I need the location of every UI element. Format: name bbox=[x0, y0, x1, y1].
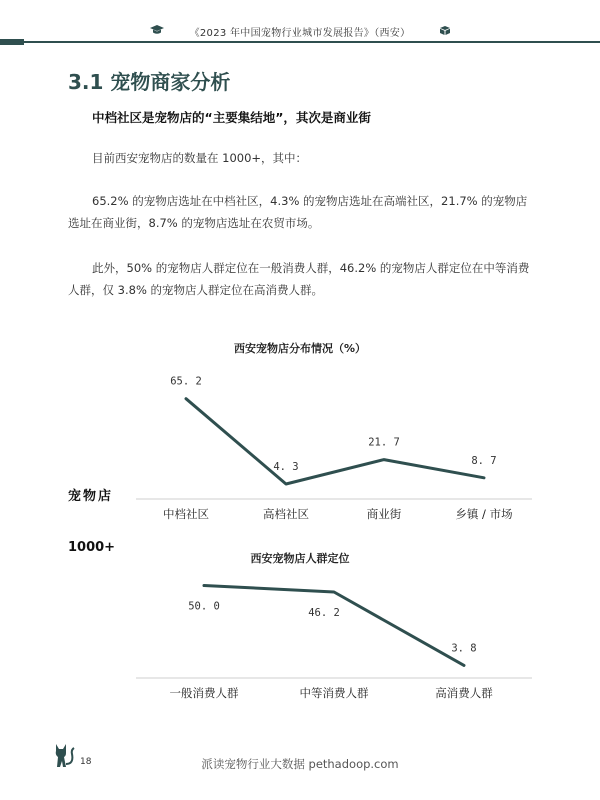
chart-2-data-label-3: 3. 8 bbox=[451, 642, 477, 655]
chart-1-category-1: 中档社区 bbox=[163, 507, 209, 521]
chart-1-category-2: 高档社区 bbox=[263, 507, 309, 521]
chart-1-data-label-4: 8. 7 bbox=[471, 454, 497, 467]
chart-2-title: 西安宠物店人群定位 bbox=[250, 552, 350, 565]
paragraph-2: 65.2% 的宠物店选址在中档社区，4.3% 的宠物店选址在高端社区，21.7% 的宠物店选址在商业街，8.7% 的宠物店选址在农贸市场。 bbox=[68, 194, 528, 230]
chart-1-category-3: 商业街 bbox=[366, 507, 402, 521]
chart-2-series-line bbox=[204, 586, 464, 666]
chart-2-category-1: 一般消费人群 bbox=[169, 686, 239, 700]
section-title: 3.1 宠物商家分析 bbox=[68, 70, 231, 94]
side-label-pet-store: 宠物店 bbox=[68, 489, 114, 504]
chart-1-category-4: 乡镇 / 市场 bbox=[455, 507, 513, 521]
chart-1-data-label-2: 4. 3 bbox=[273, 460, 299, 473]
chart-1-data-label-3: 21. 7 bbox=[368, 436, 400, 449]
side-label-count: 1000+ bbox=[68, 540, 116, 555]
section-subtitle: 中档社区是宠物店的“主要集结地”，其次是商业街 bbox=[92, 110, 371, 125]
chart-2-category-2: 中等消费人群 bbox=[299, 686, 369, 700]
footer-text: 派读宠物行业大数据 pethadoop.com bbox=[201, 757, 399, 771]
chart-1-title: 西安宠物店分布情况（%） bbox=[233, 342, 367, 355]
chart-2-data-label-2: 46. 2 bbox=[308, 607, 340, 620]
chart-2-data-label-1: 50. 0 bbox=[188, 600, 220, 613]
chart-1-series-line bbox=[186, 399, 484, 484]
page-number: 18 bbox=[80, 757, 92, 767]
paragraph-3: 此外，50% 的宠物店人群定位在一般消费人群，46.2% 的宠物店人群定位在中等消费人群，仅 3.8% 的宠物店人群定位在高消费人群。 bbox=[68, 261, 530, 297]
paragraph-1: 目前西安宠物店的数量在 1000+，其中： bbox=[92, 151, 308, 165]
report-title: 《2023 年中国宠物行业城市发展报告》（西安） bbox=[189, 28, 411, 39]
chart-2-category-3: 高消费人群 bbox=[435, 686, 493, 700]
chart-1-data-label-1: 65. 2 bbox=[170, 375, 202, 388]
